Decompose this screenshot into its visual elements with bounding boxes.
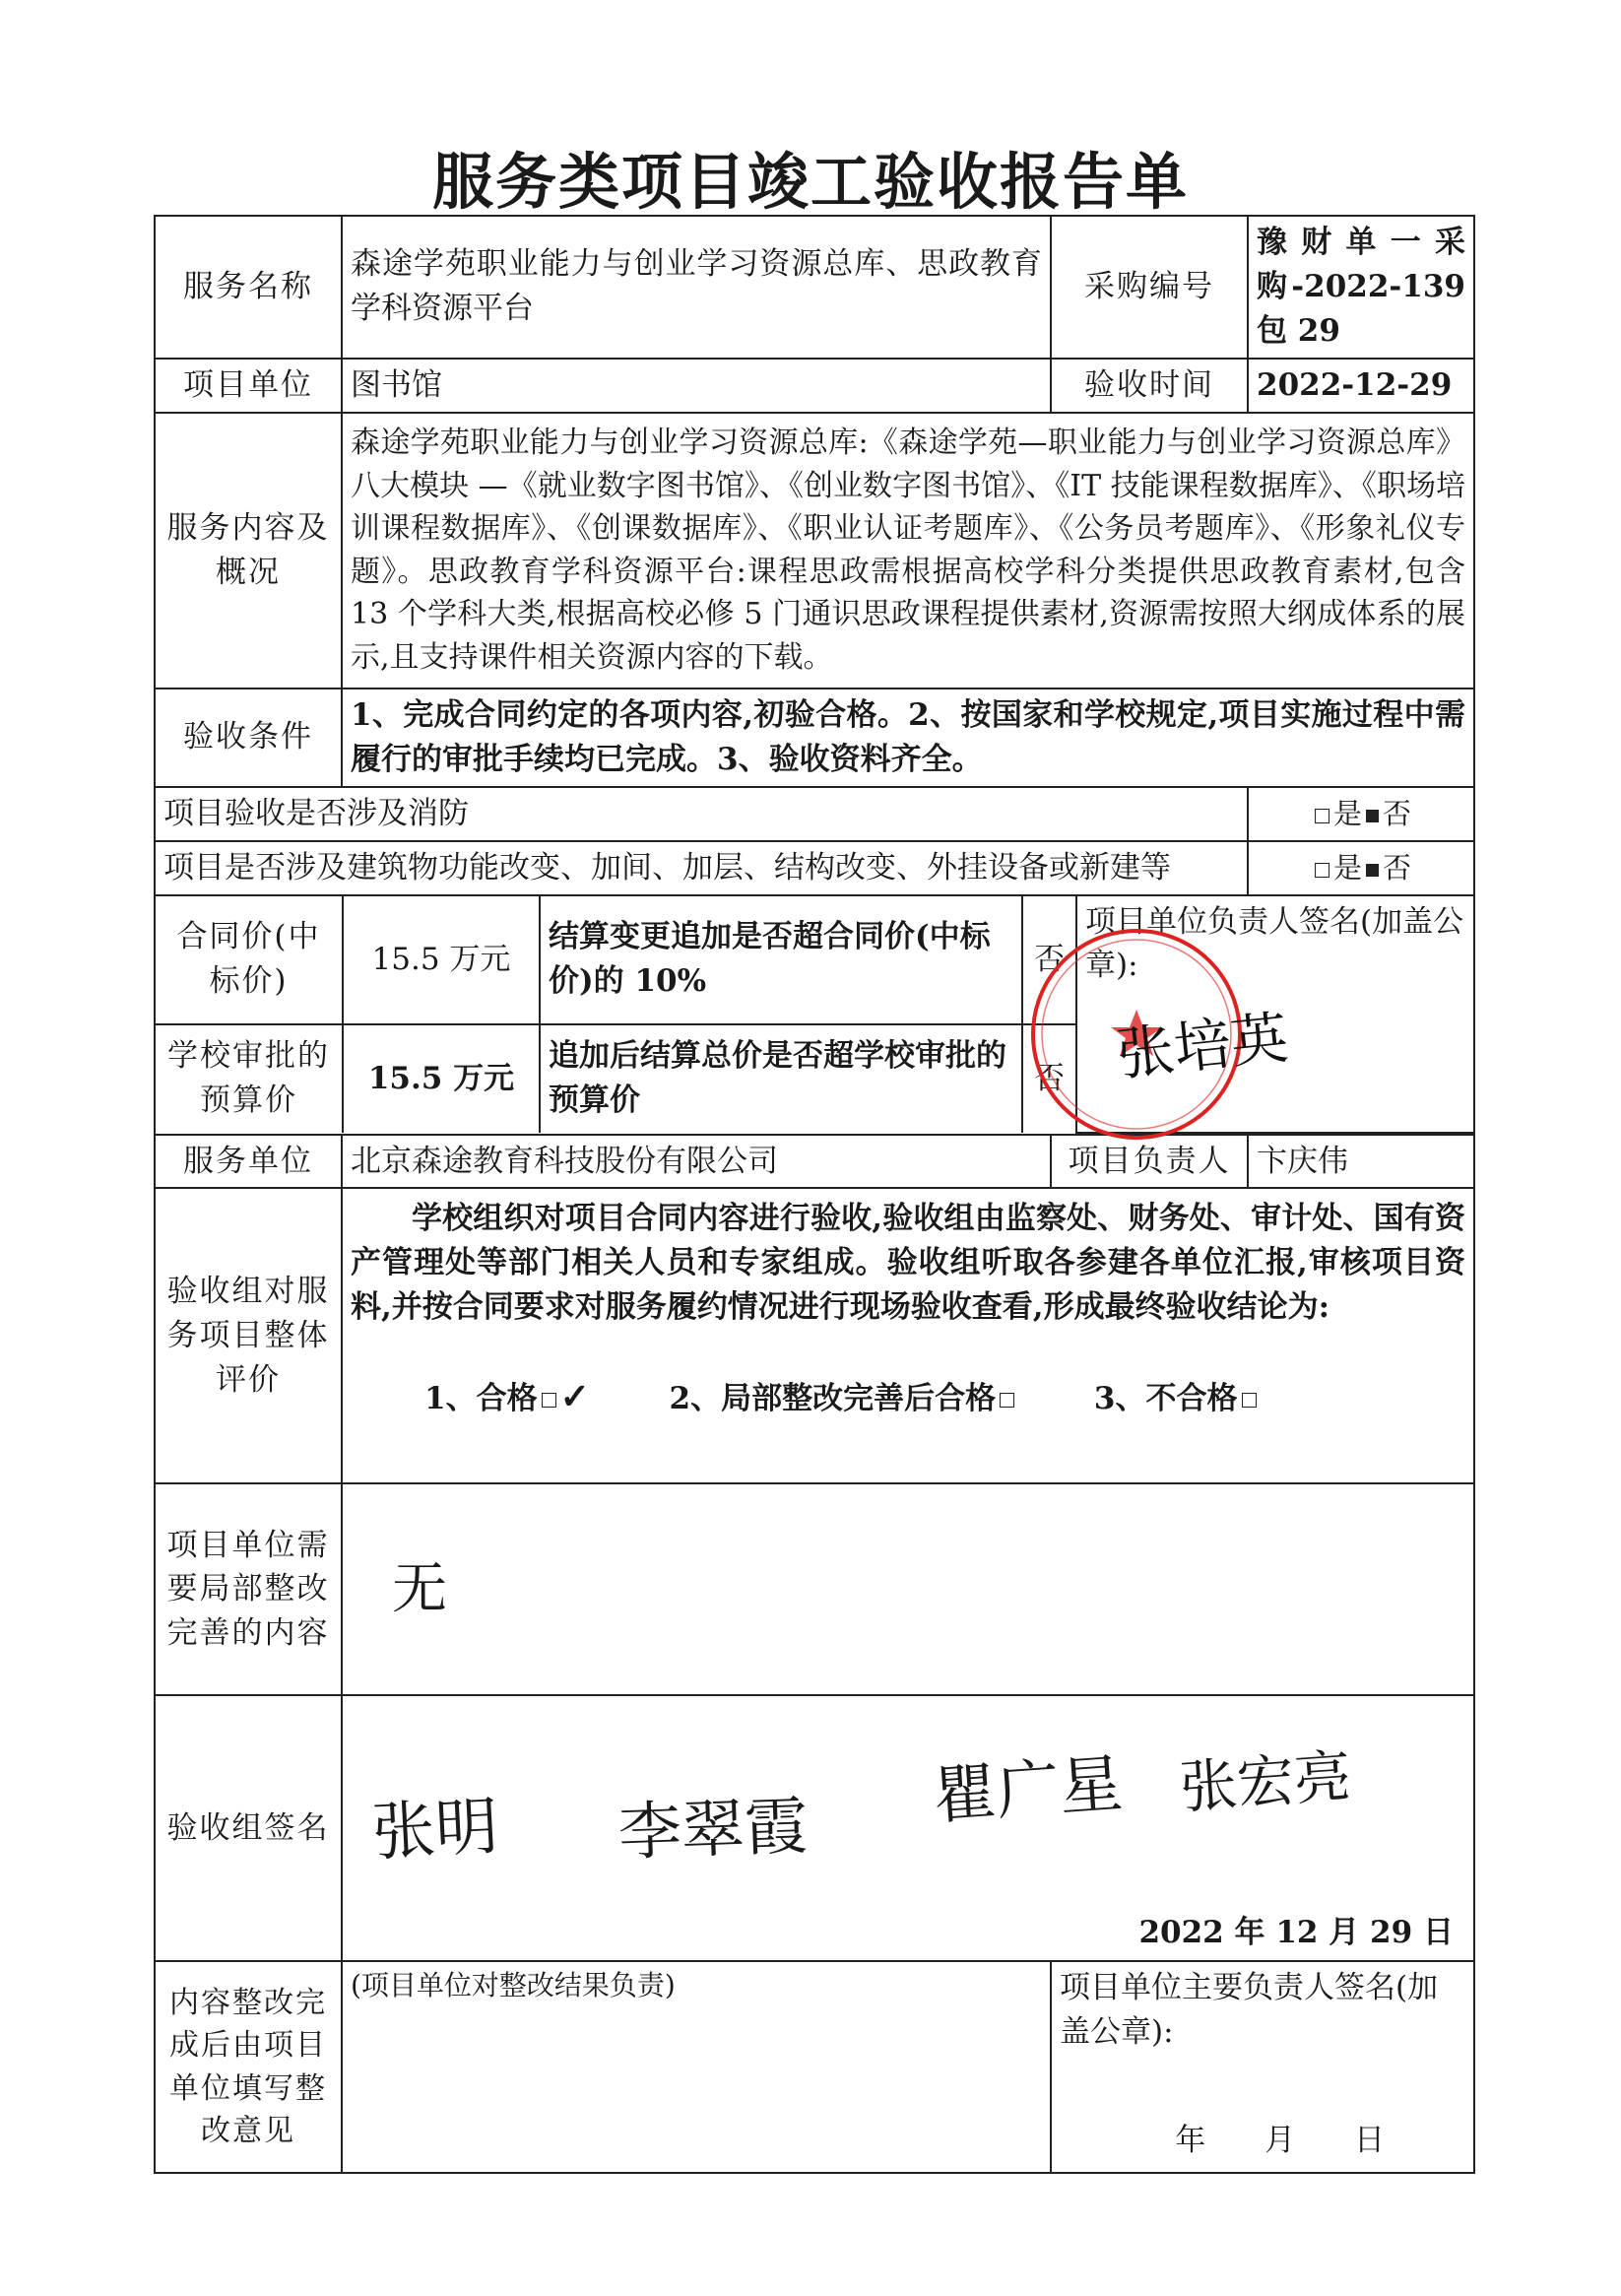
row-fire: [155, 787, 1474, 841]
unit-sign-label: 项目单位负责人签名(加盖公章):: [1085, 903, 1464, 984]
contract-price-value: 15.5 万元: [343, 896, 540, 1024]
acceptance-form: [154, 215, 1475, 2174]
row-rectify: [155, 1483, 1474, 1695]
check-mark-icon: ✓: [559, 1376, 590, 1418]
option-rectify-checkbox[interactable]: [1000, 1393, 1014, 1408]
row-contract-price: [155, 895, 1474, 1135]
signature-4: 张宏亮: [1177, 1742, 1354, 1822]
conditions-label: 验收条件: [155, 689, 342, 787]
row-group-sign: [155, 1695, 1474, 1961]
final-date: 年 月 日: [1175, 2122, 1385, 2158]
rectify-cell: [342, 1483, 1474, 1695]
building-no-checkbox[interactable]: [1366, 864, 1379, 877]
manager-value: 卞庆伟: [1248, 1135, 1474, 1189]
row-final: [155, 1961, 1474, 2173]
budget-value: 15.5 万元: [343, 1024, 540, 1133]
row-conditions: [155, 689, 1474, 787]
acceptance-time-value: 2022-12-29: [1248, 359, 1474, 413]
group-sign-date: 2022 年 12 月 29 日: [1138, 1914, 1454, 1950]
row-evaluation: [155, 1188, 1474, 1483]
contract-price-answer: 否: [1022, 896, 1076, 1024]
building-yes-checkbox[interactable]: [1315, 863, 1329, 878]
group-sign-label: 验收组签名: [155, 1695, 342, 1961]
row-content: [155, 413, 1474, 689]
content-value: 森途学苑职业能力与创业学习资源总库:《森途学苑—职业能力与创业学习资源总库》八大模块 —《就业数字图书馆》、《创业数字图书馆》、《IT 技能课程数据库》、《职场培训课程数据库》、《创课数据库》、《职业认证考题库》、《公务员考题库》、《形象礼仪专题》。思政教育学科资源平台:课程思政需根据高校学科分类提供思政教育素材,包含 13 个学科大类,根据高校必修 5 门通识思政课程提供素材,资源需按照大纲成体系的展示,且支持课件相关资源内容的下载。: [342, 413, 1474, 689]
building-yes-label: 是: [1332, 851, 1362, 885]
fire-yes-checkbox[interactable]: [1315, 809, 1329, 823]
service-unit-label: 服务单位: [155, 1135, 342, 1189]
evaluation-label: 验收组对服务项目整体评价: [155, 1188, 342, 1483]
option-fail-checkbox[interactable]: [1242, 1393, 1257, 1408]
final-label: 内容整改完成后由项目单位填写整改意见: [155, 1961, 342, 2173]
budget-label: 学校审批的预算价: [156, 1024, 343, 1133]
option-rectify-label: 2、局部整改完善后合格: [669, 1381, 997, 1417]
evaluation-cell: [342, 1188, 1474, 1483]
signature-2: 李翠霞: [616, 1791, 810, 1870]
option-pass-label: 1、合格: [424, 1381, 538, 1417]
row-building: [155, 841, 1474, 895]
service-name-value: 森途学苑职业能力与创业学习资源总库、思政教育学科资源平台: [342, 216, 1051, 359]
unit-signature: 张培英: [1113, 1003, 1292, 1088]
row-service-name: [155, 216, 1474, 359]
signature-3: 瞿广星: [931, 1747, 1126, 1835]
budget-answer: 否: [1022, 1024, 1076, 1133]
row-project-unit: [155, 359, 1474, 413]
procurement-no-value: 豫财单一采购-2022-139 包 29: [1248, 216, 1474, 359]
final-sign-label: 项目单位主要负责人签名(加盖公章):: [1060, 1970, 1439, 2051]
page-title: 服务类项目竣工验收报告单: [431, 146, 1189, 218]
signature-1: 张明: [370, 1791, 500, 1870]
evaluation-options: [351, 1371, 1465, 1422]
manager-label: 项目负责人: [1051, 1135, 1248, 1189]
evaluation-text: 学校组织对项目合同内容进行验收,验收组由监察处、财务处、审计处、国有资产管理处等部门相关人员和专家组成。验收组听取各参建各单位汇报,审核项目资料,并按合同要求对服务履约情况进行现场验收查看,形成最终验收结论为:: [351, 1201, 1465, 1326]
project-unit-value: 图书馆: [342, 359, 1051, 413]
acceptance-time-label: 验收时间: [1051, 359, 1248, 413]
procurement-no-label: 采购编号: [1051, 216, 1248, 359]
fire-no-checkbox[interactable]: [1366, 810, 1379, 822]
budget-question: 追加后结算总价是否超学校审批的预算价: [540, 1024, 1022, 1133]
row-service-unit: [155, 1135, 1474, 1189]
building-label: 项目是否涉及建筑物功能改变、加间、加层、结构改变、外挂设备或新建等: [155, 841, 1248, 895]
option-pass-checkbox[interactable]: [542, 1393, 556, 1408]
unit-sign-cell: [1076, 896, 1475, 1133]
final-sign-cell: [1051, 1961, 1474, 2173]
contract-price-label: 合同价(中标价): [156, 896, 343, 1024]
contract-price-question: 结算变更追加是否超合同价(中标价)的 10%: [540, 896, 1022, 1024]
fire-yes-label: 是: [1332, 797, 1362, 831]
building-check: [1248, 841, 1474, 895]
conditions-value: 1、完成合同约定的各项内容,初验合格。2、按国家和学校规定,项目实施过程中需履行的审批手续均已完成。3、验收资料齐全。: [342, 689, 1474, 787]
service-unit-value: 北京森途教育科技股份有限公司: [342, 1135, 1051, 1189]
rectify-label: 项目单位需要局部整改完善的内容: [155, 1483, 342, 1695]
group-sign-cell: [342, 1695, 1474, 1961]
content-label: 服务内容及概况: [155, 413, 342, 689]
building-no-label: 否: [1383, 851, 1412, 885]
final-note: (项目单位对整改结果负责): [342, 1961, 1051, 2173]
option-fail-label: 3、不合格: [1093, 1381, 1238, 1417]
fire-no-label: 否: [1383, 797, 1412, 831]
service-name-label: 服务名称: [155, 216, 342, 359]
fire-check: [1248, 787, 1474, 841]
project-unit-label: 项目单位: [155, 359, 342, 413]
fire-label: 项目验收是否涉及消防: [155, 787, 1248, 841]
rectify-value: 无: [392, 1557, 447, 1622]
